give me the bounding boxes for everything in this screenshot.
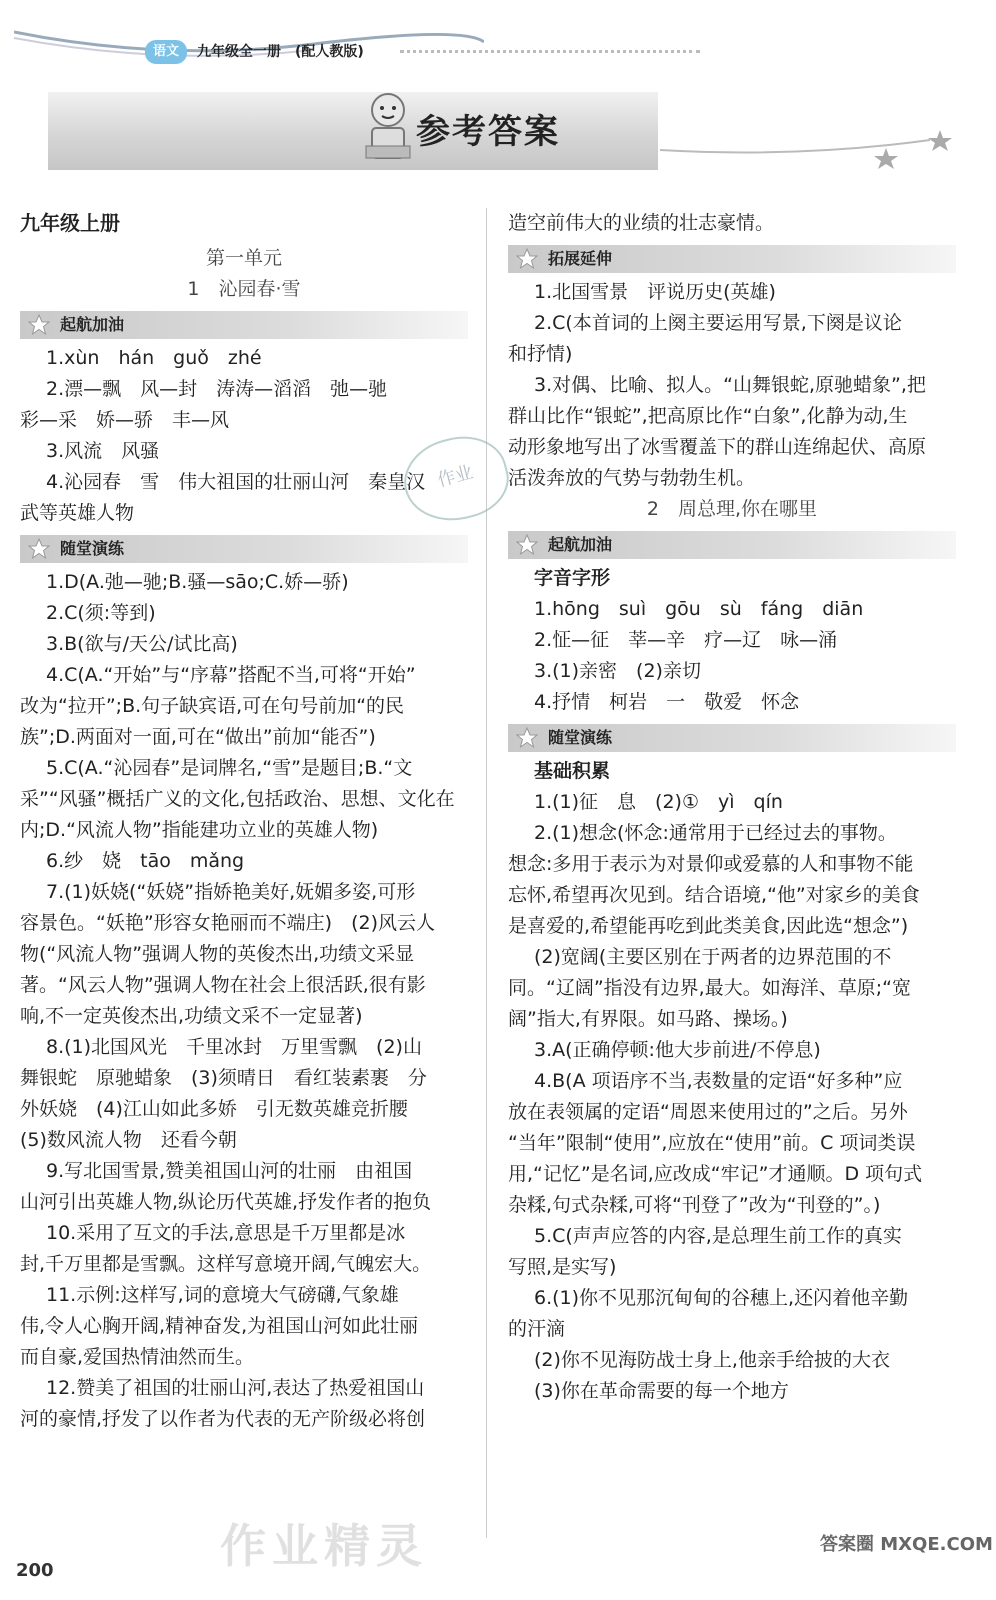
subsection-title: 字音字形: [534, 567, 611, 589]
answer-line: 动形象地写出了冰雪覆盖下的群山连绵起伏、高原: [508, 436, 927, 458]
answer-line: 忘怀,希望再次见到。结合语境,“他”对家乡的美食: [508, 884, 920, 906]
answer-line: 2.漂—飘 风—封 涛涛—滔滔 弛—驰: [46, 378, 388, 400]
answer-line: 阔”指大,有界限。如马路、操场。): [508, 1008, 788, 1030]
answer-line: (3)你在革命需要的每一个地方: [534, 1380, 789, 1402]
answer-line: (2)宽阔(主要区别在于两者的边界范围的不: [534, 946, 892, 968]
right-column: [508, 208, 956, 1407]
answer-line: 而自豪,爱国热情油然而生。: [20, 1346, 255, 1368]
section-title: 起航加油: [548, 535, 613, 554]
answer-line: 2.C(本首词的上阕主要运用写景,下阕是议论: [534, 312, 902, 334]
answer-line: 封,千万里都是雪飘。这样写意境开阔,气魄宏大。: [20, 1253, 432, 1275]
answer-line: 外妖娆 (4)江山如此多娇 引无数英雄竞折腰: [20, 1098, 408, 1120]
answer-line: 4.沁园春 雪 伟大祖国的壮丽山河 秦皇汉: [46, 471, 426, 493]
answer-line: 著。“风云人物”强调人物在社会上很活跃,很有影: [20, 974, 426, 996]
answer-line: 改为“拉开”;B.句子缺宾语,可在句号前加“的民: [20, 695, 405, 717]
answer-line: 3.(1)亲密 (2)亲切: [534, 660, 701, 682]
answer-line: 2.C(须:等到): [46, 602, 156, 624]
section-bar: [508, 724, 956, 752]
header-dotted-line: [400, 50, 700, 53]
answer-line: 6.纱 娆 tāo mǎng: [46, 850, 245, 872]
lesson-heading: 1 沁园春·雪: [187, 278, 301, 300]
answer-line: 1.D(A.弛—驰;B.骚—sāo;C.娇—骄): [46, 571, 349, 593]
answer-line: 1.hōng suì gōu sù fáng diān: [534, 598, 864, 620]
star-icon: [516, 534, 538, 556]
star-icon: [516, 727, 538, 749]
section-bar: [20, 535, 468, 563]
answer-line: 7.(1)妖娆(“妖娆”指娇艳美好,妩媚多姿,可形: [46, 881, 416, 903]
answer-line: 舞银蛇 原驰蜡象 (3)须晴日 看红装素裹 分: [20, 1067, 427, 1089]
answer-line: 内;D.“风流人物”指能建功立业的英雄人物): [20, 819, 379, 841]
answer-line: 的汗滴: [508, 1318, 566, 1340]
section-title: 起航加油: [60, 315, 125, 334]
subsection-title: 基础积累: [534, 760, 611, 782]
star-icon: [28, 314, 50, 336]
answer-line: 3.A(正确停顿:他大步前进/不停息): [534, 1039, 821, 1061]
site-logo: 答案圈 MXQE.COM: [820, 1534, 993, 1555]
left-column: [20, 208, 468, 1435]
star-icon: [516, 248, 538, 270]
section-bar: [508, 531, 956, 559]
page-title: 参考答案: [416, 112, 560, 152]
answer-line: 族”;D.两面对一面,可在“做出”前加“能否”): [20, 726, 376, 748]
subject-badge: 语文: [145, 40, 187, 64]
answer-line: 4.C(A.“开始”与“序幕”搭配不当,可将“开始”: [46, 664, 416, 686]
answer-line: 5.C(A.“沁园春”是词牌名,“雪”是题目;B.“文: [46, 757, 413, 779]
answer-line: 1.北国雪景 评说历史(英雄): [534, 281, 776, 303]
section-title: 随堂演练: [548, 728, 613, 747]
answer-line: 2.怔—征 莘—辛 疗—辽 咏—涌: [534, 629, 838, 651]
answer-line: 伟,令人心胸开阔,精神奋发,为祖国山河如此壮丽: [20, 1315, 419, 1337]
lesson-heading: 2 周总理,你在哪里: [646, 498, 818, 520]
answer-line: (5)数风流人物 还看今朝: [20, 1129, 237, 1151]
section-title: 拓展延伸: [548, 249, 613, 268]
answer-line: 同。“辽阔”指没有边界,最大。如海洋、草原;“宽: [508, 977, 911, 999]
star-icon: [28, 538, 50, 560]
stars-decoration-icon: [660, 120, 960, 180]
answer-line: 彩—采 娇—骄 丰—风: [20, 409, 230, 431]
page-number: 200: [16, 1560, 54, 1581]
answer-line: 6.(1)你不见那沉甸甸的谷穗上,还闪着他辛勤: [534, 1287, 909, 1309]
answer-line: 采”“风骚”概括广义的文化,包括政治、思想、文化在: [20, 788, 455, 810]
section-title: 随堂演练: [60, 539, 125, 558]
answer-line: 武等英雄人物: [20, 502, 135, 524]
answer-line: 山河引出英雄人物,纵论历代英雄,抒发作者的抱负: [20, 1191, 432, 1213]
answer-line: 群山比作“银蛇”,把高原比作“白象”,化静为动,生: [508, 405, 908, 427]
answer-line: 5.C(声声应答的内容,是总理生前工作的真实: [534, 1225, 902, 1247]
answer-line: 1.xùn hán guǒ zhé: [46, 347, 262, 369]
answer-line: “当年”限制“使用”,应放在“使用”前。C 项词类误: [508, 1132, 916, 1154]
answer-line: 放在表领属的定语“周恩来使用过的”之后。另外: [508, 1101, 908, 1123]
svg-text:作业: 作业: [435, 461, 476, 492]
answer-line: 4.抒情 柯岩 一 敬爱 怀念: [534, 691, 800, 713]
answer-line: 1.(1)征 息 (2)① yì qín: [534, 791, 783, 813]
mascot-icon: [358, 88, 418, 168]
watermark-text: 作业精灵: [220, 1519, 428, 1573]
section-bar: [508, 245, 956, 273]
answer-line: 3.对偶、比喻、拟人。“山舞银蛇,原驰蜡象”,把: [534, 374, 926, 396]
answer-line: 响,不一定英俊杰出,功绩文采不一定显著): [20, 1005, 363, 1027]
unit-heading: 第一单元: [205, 247, 282, 269]
answer-banner: [48, 92, 658, 170]
answer-line: 和抒情): [508, 343, 573, 365]
section-bar: [20, 311, 468, 339]
answer-line: 想念:多用于表示为对景仰或爱慕的人和事物不能: [508, 853, 914, 875]
answer-line: 用,“记忆”是名词,应改成“牢记”才通顺。D 项句式: [508, 1163, 923, 1185]
answer-line: 8.(1)北国风光 千里冰封 万里雪飘 (2)山: [46, 1036, 422, 1058]
answer-line: 活泼奔放的气势与勃勃生机。: [508, 467, 756, 489]
column-divider: [486, 208, 487, 1538]
answer-line: 是喜爱的,希望能再吃到此类美食,因此选“想念”): [508, 915, 909, 937]
answer-line: 3.风流 风骚: [46, 440, 160, 462]
answer-line: 11.示例:这样写,词的意境大气磅礴,气象雄: [46, 1284, 399, 1306]
book-title: 九年级全一册 (配人教版): [197, 44, 364, 60]
answer-line: 写照,是实写): [508, 1256, 617, 1278]
answer-line: 物(“风流人物”强调人物的英俊杰出,功绩文采显: [20, 943, 415, 965]
answer-line: 2.(1)想念(怀念:通常用于已经过去的事物。: [534, 822, 897, 844]
answer-line: (2)你不见海防战士身上,他亲手给披的大衣: [534, 1349, 890, 1371]
answer-line: 造空前伟大的业绩的壮志豪情。: [508, 212, 775, 234]
answer-line: 4.B(A 项语序不当,表数量的定语“好多种”应: [534, 1070, 903, 1092]
answer-line: 杂糅,句式杂糅,可将“刊登了”改为“刊登的”。): [508, 1194, 881, 1216]
answer-line: 河的豪情,抒发了以作者为代表的无产阶级必将创: [20, 1408, 426, 1430]
answer-line: 12.赞美了祖国的壮丽山河,表达了热爱祖国山: [46, 1377, 425, 1399]
answer-line: 容景色。“妖艳”形容女艳丽而不端庄) (2)风云人: [20, 912, 436, 934]
grade-heading: 九年级上册: [20, 211, 120, 235]
answer-line: 9.写北国雪景,赞美祖国山河的壮丽 由祖国: [46, 1160, 413, 1182]
answer-line: 10.采用了互文的手法,意思是千万里都是冰: [46, 1222, 406, 1244]
answer-line: 3.B(欲与/天公/试比高): [46, 633, 238, 655]
